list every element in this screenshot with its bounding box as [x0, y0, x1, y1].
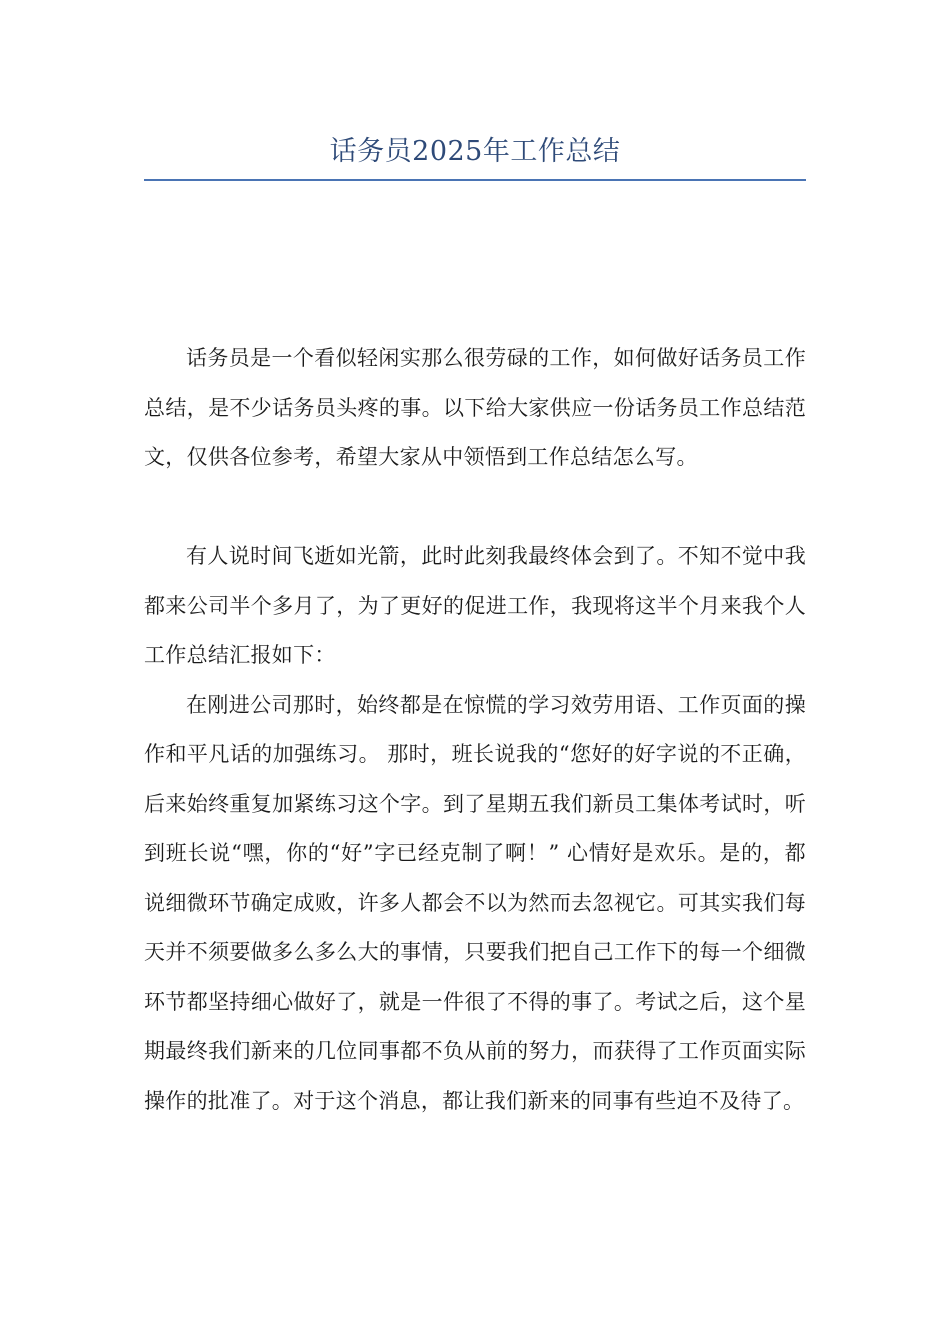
intro-paragraph: 话务员是一个看似轻闲实那么很劳碌的工作，如何做好话务员工作总结，是不少话务员头疼的事。以下给大家供应一份话务员工作总结范文，仅供各位参考，希望大家从中领悟到工作总结怎么写。 [144, 346, 806, 469]
body-paragraph: 在刚进公司那时，始终都是在惊慌的学习效劳用语、工作页面的操作和平凡话的加强练习。 那时，班长说我的“您好的好字说的不正确，后来始终重复加紧练习这个字。到了星期五我们新员工集体考试时，听到班长说“嘿，你的“好”字已经克制了啊！” 心情好是欢乐。是的，都说细微环节确定成败，许多人都会不以为然而去忽视它。可其实我们每天并不须要做多么多么大的事情，只要我们把自己工作下的每一个细微环节都坚持细心做好了，就是一件很了不得的事了。考试之后，这个星期最终我们新来的几位同事都不负从前的努力，而获得了工作页面实际操作的批准了。对于这个消息，都让我们新来的同事有些迫不及待了。 [144, 692, 806, 1113]
title-underline [144, 179, 806, 181]
body-paragraph: 有人说时间飞逝如光箭，此时此刻我最终体会到了。不知不觉中我都来公司半个多月了，为了更好的促进工作，我现将这半个月来我个人工作总结汇报如下： [144, 544, 806, 667]
document-title: 话务员2025年工作总结 [329, 136, 621, 167]
main-section [144, 532, 806, 1126]
intro-section [144, 334, 806, 483]
